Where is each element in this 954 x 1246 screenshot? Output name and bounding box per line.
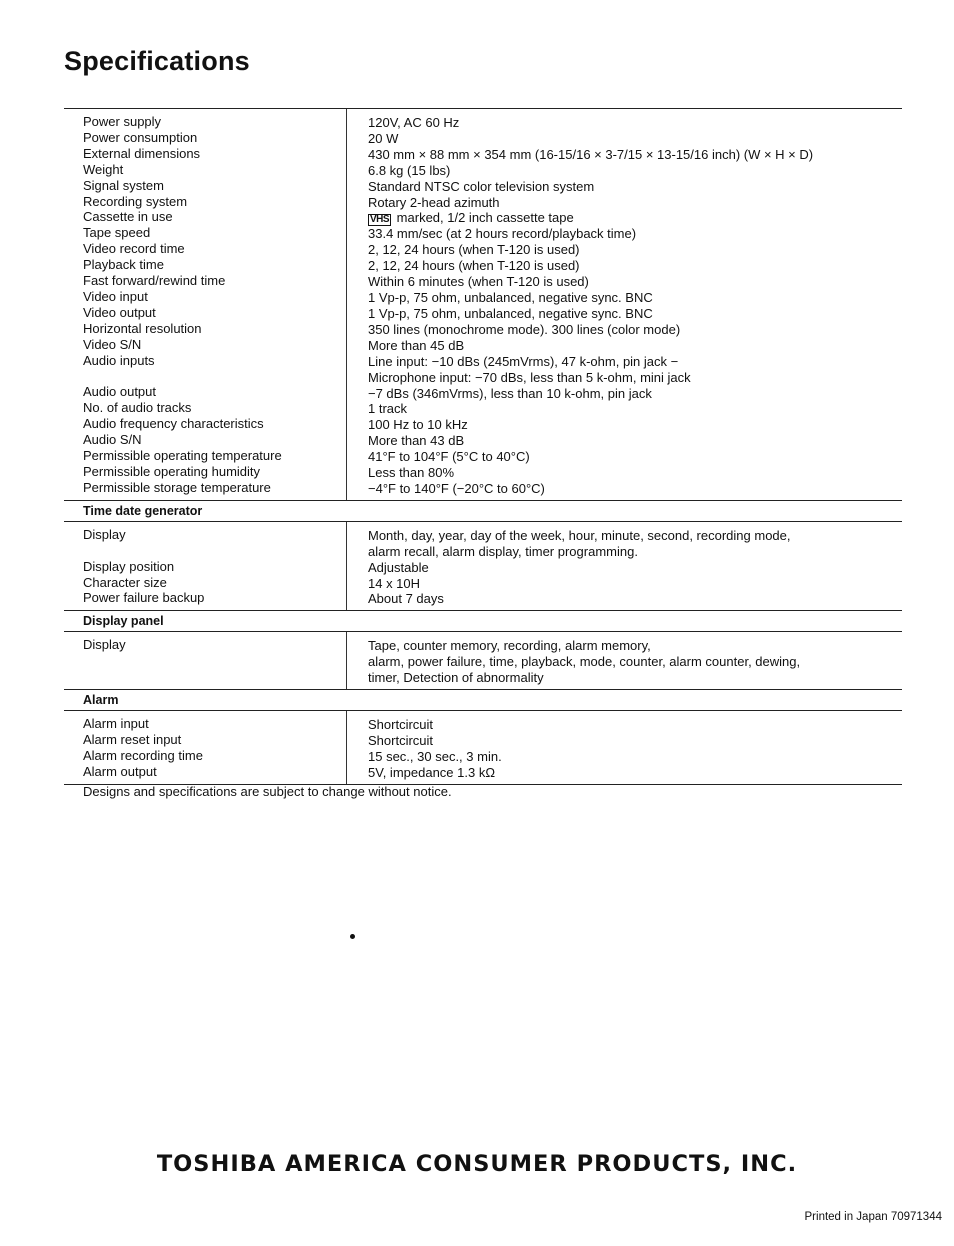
- spec-value: 1 Vp-p, 75 ohm, unbalanced, negative sync. BNC: [368, 305, 653, 321]
- general-values-column: [347, 109, 902, 500]
- time-date-generator-heading: Time date generator: [83, 503, 203, 518]
- spec-label: Power failure backup: [83, 590, 205, 606]
- time-date-labels-column: [64, 522, 347, 611]
- spec-value: Rotary 2-head azimuth: [368, 194, 500, 210]
- spec-value: 14 x 10H: [368, 575, 421, 591]
- alarm-heading: Alarm: [83, 693, 119, 708]
- spec-label: Permissible operating humidity: [83, 463, 261, 479]
- spec-label: Character size: [83, 574, 167, 590]
- spacer: [83, 369, 346, 385]
- print-code: Printed in Japan 70971344: [804, 1211, 942, 1223]
- spec-value: Shortcircuit: [368, 733, 434, 748]
- spec-label: Playback time: [83, 257, 164, 273]
- alarm-labels-column: [64, 711, 347, 784]
- spec-label: Alarm recording time: [83, 747, 203, 763]
- change-notice: Designs and specifications are subject to change without notice.: [83, 784, 452, 799]
- time-date-generator-section: [64, 522, 902, 611]
- display-panel-labels-column: [64, 632, 347, 689]
- spec-label: Display position: [83, 558, 175, 574]
- spacer: [83, 653, 346, 669]
- general-labels-column: [64, 109, 347, 500]
- spec-value: Within 6 minutes (when T-120 is used): [368, 274, 589, 290]
- spec-value: −7 dBs (346mVrms), less than 10 k-ohm, pin jack: [368, 385, 652, 401]
- spec-value: 5V, impedance 1.3 kΩ: [368, 764, 496, 780]
- display-panel-heading: Display panel: [83, 614, 164, 629]
- spec-value-text: marked, 1/2 inch cassette tape: [393, 210, 574, 226]
- spec-value: 120V, AC 60 Hz: [368, 115, 460, 130]
- spec-label: Video input: [83, 288, 148, 304]
- spec-label: Audio output: [83, 384, 157, 400]
- spec-value: Adjustable: [368, 559, 429, 575]
- spec-label: Permissible operating temperature: [83, 448, 282, 464]
- spec-label: Video record time: [83, 241, 185, 257]
- spacer: [83, 669, 346, 685]
- alarm-values-column: [347, 711, 902, 784]
- spec-value: More than 45 dB: [368, 337, 465, 353]
- stray-dot: [350, 934, 355, 939]
- spec-label: Video output: [83, 304, 156, 320]
- spec-value: Standard NTSC color television system: [368, 178, 595, 194]
- spec-label: Power supply: [83, 114, 162, 129]
- spec-value: [368, 210, 902, 226]
- spec-label: Tape speed: [83, 225, 151, 241]
- spec-label: Alarm output: [83, 763, 157, 779]
- display-panel-section: [64, 632, 902, 689]
- spec-value: Line input: −10 dBs (245mVrms), 47 k-ohm, pin jack −: [368, 353, 679, 369]
- spec-value: 33.4 mm/sec (at 2 hours record/playback time): [368, 226, 637, 242]
- spec-value: 1 Vp-p, 75 ohm, unbalanced, negative sync. BNC: [368, 290, 653, 306]
- general-specs-section: [64, 109, 902, 500]
- spec-value: 350 lines (monochrome mode). 300 lines (color mode): [368, 321, 681, 337]
- spec-label: Weight: [83, 161, 124, 177]
- spacer: [83, 543, 346, 559]
- spec-label: Permissible storage temperature: [83, 479, 271, 495]
- vhs-logo-icon: VHS: [370, 214, 390, 226]
- spec-label: No. of audio tracks: [83, 400, 192, 416]
- spec-label: Audio S/N: [83, 432, 142, 448]
- spec-value: −4°F to 140°F (−20°C to 60°C): [368, 480, 545, 496]
- spec-value: 6.8 kg (15 lbs): [368, 162, 451, 178]
- display-panel-values-column: [347, 632, 902, 689]
- spec-label: External dimensions: [83, 145, 201, 161]
- spec-value: alarm, power failure, time, playback, mode, counter, alarm counter, dewing,: [368, 654, 801, 670]
- alarm-section: [64, 711, 902, 784]
- spec-label: Display: [83, 526, 126, 542]
- spec-label: Audio frequency characteristics: [83, 416, 264, 432]
- spec-value: alarm recall, alarm display, timer programming.: [368, 543, 638, 559]
- spec-value: 2, 12, 24 hours (when T-120 is used): [368, 242, 580, 258]
- spec-value: 430 mm × 88 mm × 354 mm (16-15/16 × 3-7/15 × 13-15/16 inch) (W × H × D): [368, 146, 814, 162]
- spec-label: Power consumption: [83, 129, 198, 145]
- spec-value: More than 43 dB: [368, 433, 465, 449]
- spec-label: Alarm input: [83, 716, 149, 732]
- spec-label: Cassette in use: [83, 209, 173, 225]
- spec-value: Less than 80%: [368, 465, 455, 481]
- spec-label: Fast forward/rewind time: [83, 273, 226, 289]
- spec-value: Microphone input: −70 dBs, less than 5 k-ohm, mini jack: [368, 369, 691, 385]
- spec-value: About 7 days: [368, 591, 444, 607]
- spec-label: Video S/N: [83, 336, 142, 352]
- spec-value: Shortcircuit: [368, 717, 434, 733]
- spec-value: 15 sec., 30 sec., 3 min.: [368, 748, 502, 764]
- spec-value: timer, Detection of abnormality: [368, 670, 544, 686]
- spec-label: Audio inputs: [83, 352, 155, 368]
- spec-value: Month, day, year, day of the week, hour, minute, second, recording mode,: [368, 527, 791, 543]
- spec-value: 20 W: [368, 130, 399, 146]
- time-date-values-column: [347, 522, 902, 611]
- spec-label: Recording system: [83, 193, 188, 209]
- spec-label: Horizontal resolution: [83, 320, 202, 336]
- spec-value: 2, 12, 24 hours (when T-120 is used): [368, 258, 580, 274]
- page-title: Specifications: [64, 46, 250, 76]
- spec-value: Tape, counter memory, recording, alarm memory,: [368, 638, 651, 654]
- spec-label: Display: [83, 637, 126, 653]
- company-name: TOSHIBA AMERICA CONSUMER PRODUCTS, INC.: [156, 1151, 798, 1177]
- specifications-table: [64, 108, 902, 785]
- spec-label: Alarm reset input: [83, 732, 182, 747]
- spec-value: 100 Hz to 10 kHz: [368, 417, 468, 433]
- spec-label: Signal system: [83, 177, 164, 193]
- spec-value: 41°F to 104°F (5°C to 40°C): [368, 449, 530, 465]
- spec-value: 1 track: [368, 401, 408, 417]
